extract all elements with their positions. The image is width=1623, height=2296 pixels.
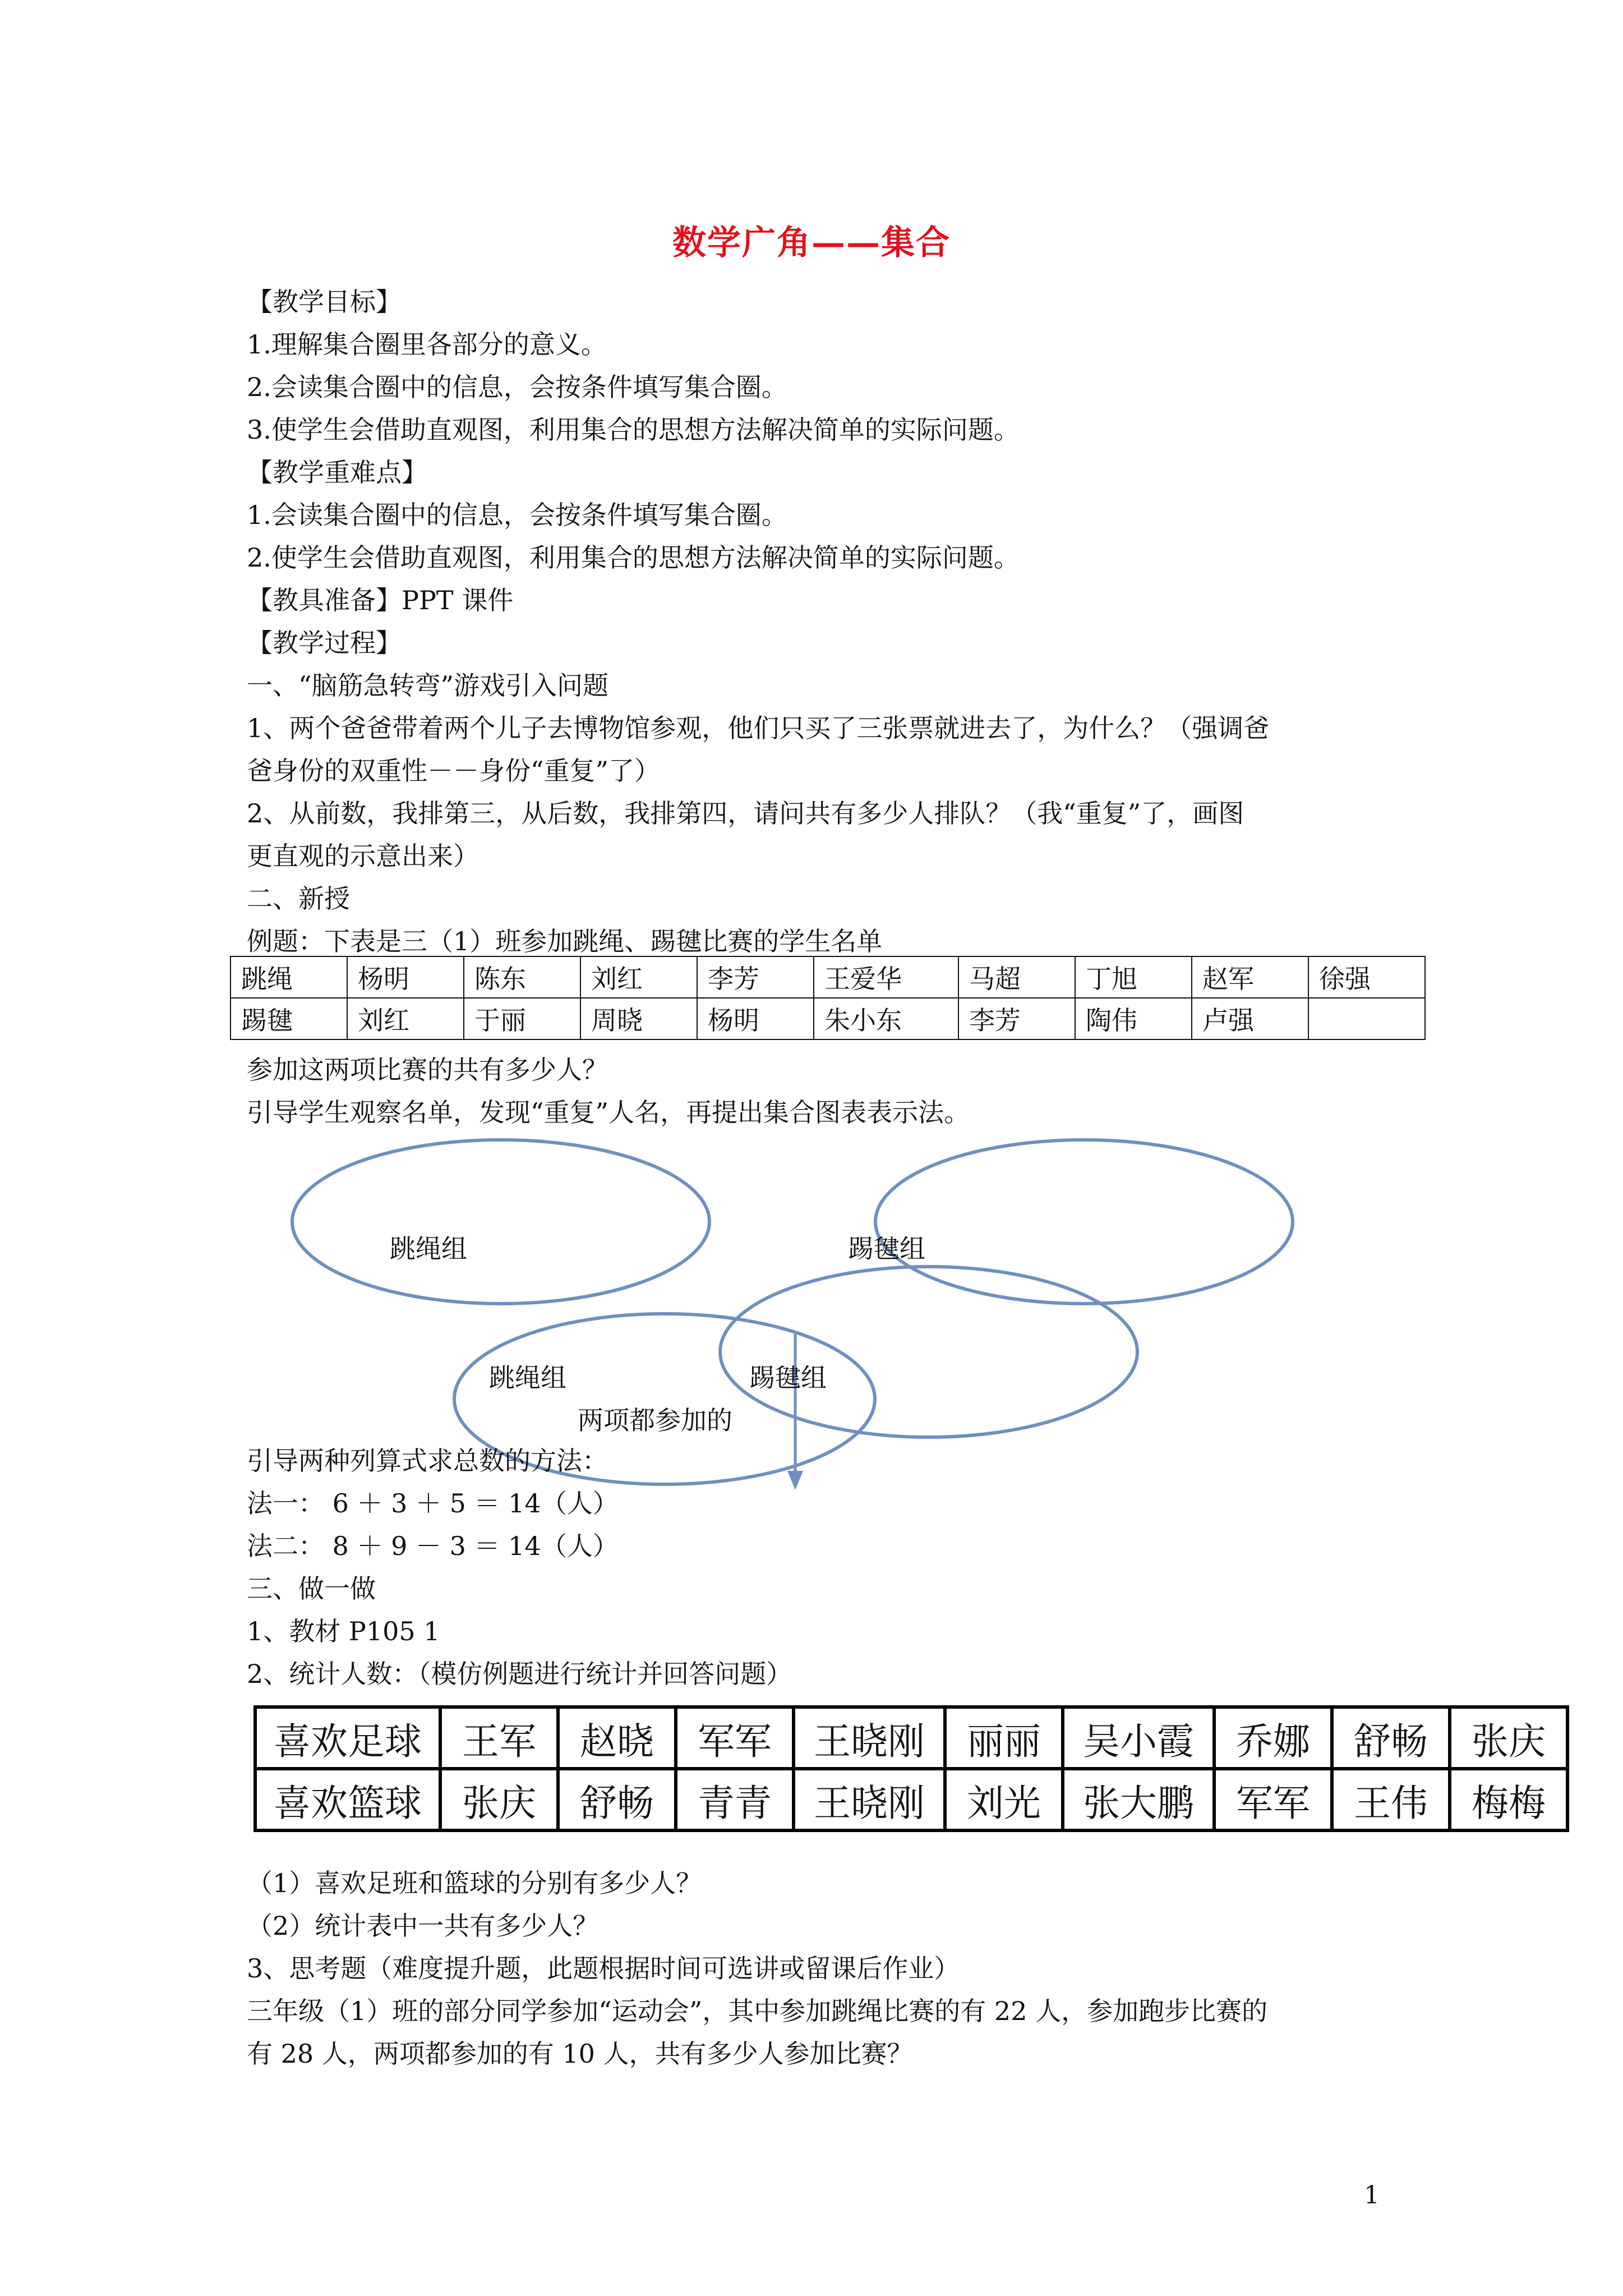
table-cell: 军军	[1214, 1769, 1332, 1830]
text-line: 【教具准备】PPT 课件	[247, 585, 514, 615]
text-line: 有 28 人，两项都参加的有 10 人，共有多少人参加比赛？	[247, 2039, 913, 2069]
table-cell: 喜欢足球	[255, 1707, 440, 1769]
table-cell: 王晓刚	[794, 1769, 945, 1830]
text-line: 2.会读集合圈中的信息，会按条件填写集合圈。	[247, 372, 787, 402]
document-title: 数学广角——集合	[672, 223, 951, 263]
table-cell: 杨明	[347, 956, 464, 998]
text-line: 更直观的示意出来）	[247, 841, 479, 871]
shuttlecock-circle	[875, 1140, 1293, 1304]
table-cell: 杨明	[697, 998, 814, 1039]
text-line: 例题：下表是三（1）班参加跳绳、踢毽比赛的学生名单	[247, 926, 883, 956]
text-line: 3、思考题（难度提升题，此题根据时间可选讲或留课后作业）	[247, 1953, 960, 1984]
jump-rope-label: 跳绳组	[390, 1234, 467, 1264]
both-label: 两项都参加的	[578, 1405, 732, 1435]
table-cell: 李芳	[958, 998, 1075, 1039]
table-row	[255, 1707, 1567, 1769]
shuttlecock-label: 踢毽组	[848, 1234, 925, 1264]
ball-preference-table	[253, 1705, 1569, 1832]
table-cell: 卢强	[1192, 998, 1308, 1039]
text-line: 法一： 6 ＋ 3 ＋ 5 ＝ 14（人）	[247, 1488, 619, 1519]
table-cell: 李芳	[697, 956, 814, 998]
text-line: 1.理解集合圈里各部分的意义。	[247, 329, 607, 360]
shuttlecock-label-2: 踢毽组	[749, 1363, 827, 1393]
table-cell: 朱小东	[814, 998, 958, 1039]
text-line: 三年级（1）班的部分同学参加“运动会”，其中参加跳绳比赛的有 22 人，参加跑步比赛的	[247, 1996, 1268, 2026]
table-cell: 舒畅	[1332, 1707, 1450, 1769]
page-number: 1	[1364, 2181, 1380, 2210]
table-cell: 军军	[676, 1707, 794, 1769]
table-cell: 王军	[440, 1707, 558, 1769]
text-line: 1.会读集合圈中的信息，会按条件填写集合圈。	[247, 500, 787, 530]
table-cell: 踢毽	[230, 998, 347, 1039]
table-cell: 张庆	[1450, 1707, 1567, 1769]
text-line: 三、做一做	[247, 1573, 376, 1604]
text-line: 【教学过程】	[247, 628, 402, 658]
table-cell: 刘红	[580, 956, 697, 998]
text-line: （2）统计表中一共有多少人？	[247, 1911, 599, 1941]
text-line: 1、教材 P105 1	[247, 1616, 440, 1646]
table-cell: 陶伟	[1075, 998, 1192, 1039]
jump-rope-circle	[292, 1140, 709, 1304]
table-cell: 周晓	[580, 998, 697, 1039]
text-line: 3.使学生会借助直观图，利用集合的思想方法解决简单的实际问题。	[247, 415, 1020, 445]
text-line: 2、从前数，我排第三，从后数，我排第四，请问共有多少人排队？（我“重复”了，画图	[247, 798, 1244, 829]
text-line: （1）喜欢足班和篮球的分别有多少人？	[247, 1868, 702, 1898]
text-line: 参加这两项比赛的共有多少人？	[247, 1055, 608, 1085]
table-cell: 赵军	[1192, 956, 1308, 998]
text-line: 引导学生观察名单，发现“重复”人名，再提出集合图表表示法。	[247, 1097, 970, 1128]
table-cell: 跳绳	[230, 956, 347, 998]
text-line: 法二： 8 ＋ 9 － 3 ＝ 14（人）	[247, 1531, 619, 1561]
text-line: 二、新授	[247, 884, 350, 914]
table-cell: 刘红	[347, 998, 464, 1039]
text-line: 引导两种列算式求总数的方法：	[247, 1446, 608, 1476]
text-line: 【教学重难点】	[247, 457, 427, 487]
text-line: 一、“脑筋急转弯”游戏引入问题	[247, 670, 609, 701]
table-cell: 王爱华	[814, 956, 958, 998]
text-line: 2.使学生会借助直观图，利用集合的思想方法解决简单的实际问题。	[247, 542, 1020, 573]
table-cell: 吴小霞	[1063, 1707, 1214, 1769]
table-cell: 马超	[958, 956, 1075, 998]
table-row	[255, 1769, 1567, 1830]
table-cell: 赵晓	[558, 1707, 676, 1769]
text-line: 2、统计人数：（模仿例题进行统计并回答问题）	[247, 1659, 792, 1689]
table-cell: 喜欢篮球	[255, 1769, 440, 1830]
table-cell: 舒畅	[558, 1769, 676, 1830]
table-cell: 刘光	[945, 1769, 1063, 1830]
table-cell: 于丽	[464, 998, 580, 1039]
table-cell: 张庆	[440, 1769, 558, 1830]
table-cell: 王晓刚	[794, 1707, 945, 1769]
table-cell: 乔娜	[1214, 1707, 1332, 1769]
table-cell: 丁旭	[1075, 956, 1192, 998]
text-line: 1、两个爸爸带着两个儿子去博物馆参观，他们只买了三张票就进去了，为什么？（强调爸	[247, 713, 1270, 743]
arrow-head-icon	[787, 1471, 803, 1490]
table-cell: 梅梅	[1450, 1769, 1567, 1830]
table-cell: 徐强	[1308, 956, 1425, 998]
table-cell: 陈东	[464, 956, 580, 998]
jump-rope-label-2: 跳绳组	[489, 1363, 566, 1393]
text-line: 【教学目标】	[247, 287, 402, 317]
overlap-right-circle	[720, 1267, 1137, 1437]
table-cell: 张大鹏	[1063, 1769, 1214, 1830]
table-cell: 青青	[676, 1769, 794, 1830]
text-line: 爸身份的双重性－－身份“重复”了）	[247, 756, 661, 786]
table-cell: 丽丽	[945, 1707, 1063, 1769]
table-cell: 王伟	[1332, 1769, 1450, 1830]
